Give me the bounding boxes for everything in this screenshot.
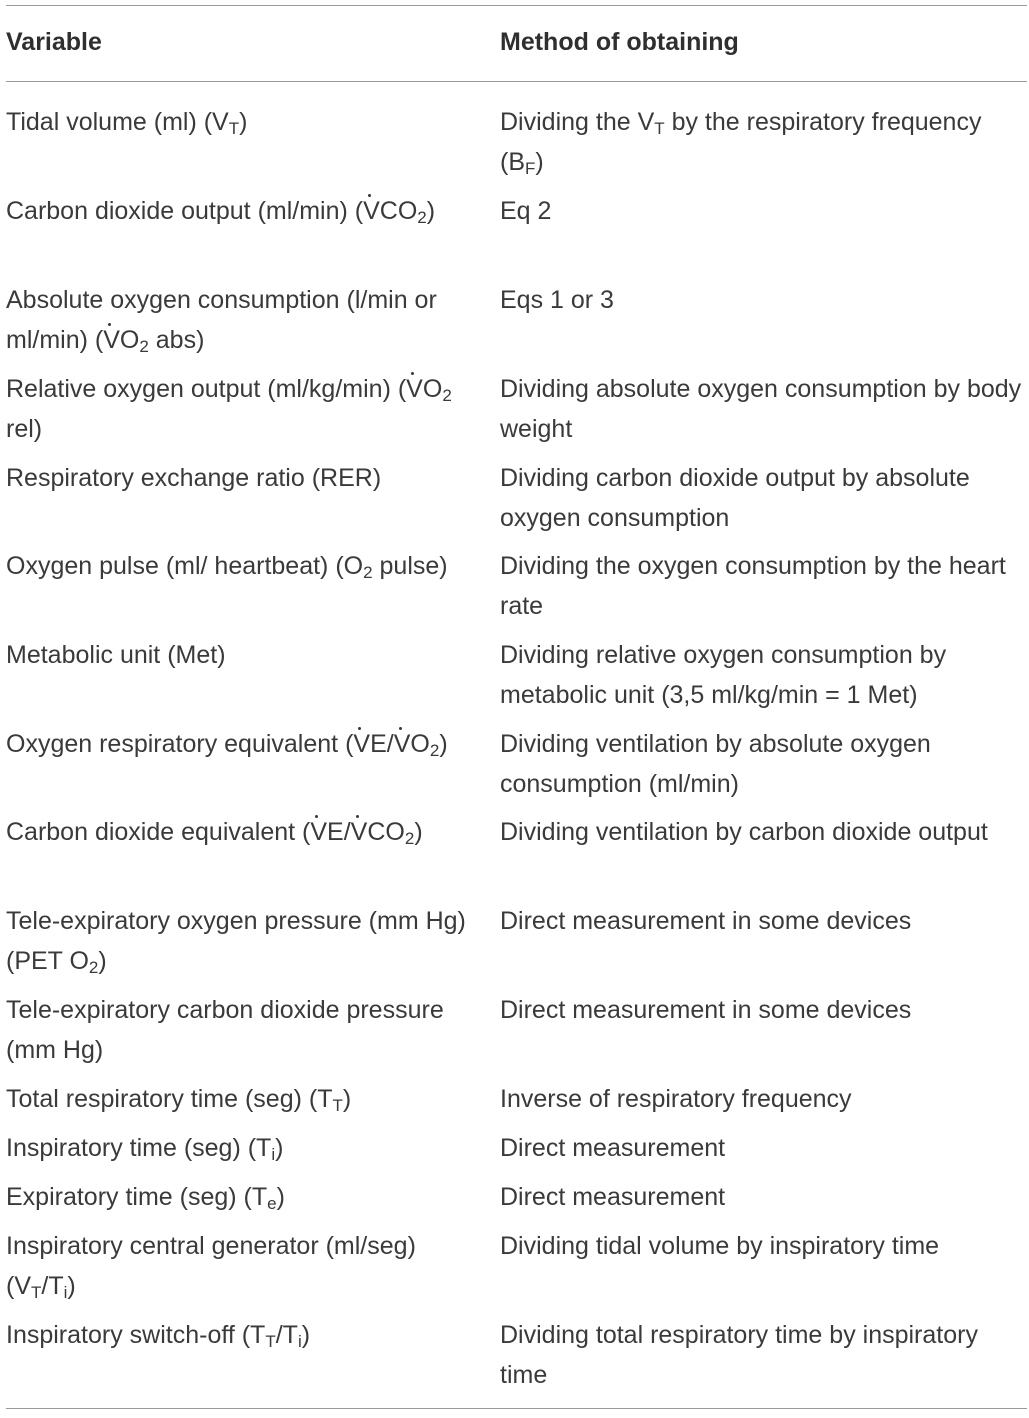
variable-cell: Inspiratory switch-off $(T_T/T_i)$ bbox=[6, 1321, 311, 1351]
variable-cell: Absolute oxygen consumption (l/min or ml/min) ($VO_2$ abs) bbox=[6, 281, 476, 360]
header-variable: Variable bbox=[6, 28, 102, 56]
variable-cell: Relative oxygen output (ml/kg/min) ($VO_2$ rel) bbox=[6, 370, 476, 449]
variable-cell: Inspiratory central generator (ml/seg) $(V_T/T_i)$ bbox=[6, 1232, 416, 1302]
method-cell: Dividing relative oxygen consumption by metabolic unit (3,5 ml/kg/min = 1 Met) bbox=[500, 641, 947, 709]
variable-cell: Total respiratory time (seg) $(T_T)$ bbox=[6, 1085, 352, 1115]
method-cell: Direct measurement in some devices bbox=[500, 996, 912, 1024]
variable-cell: Carbon dioxide output (ml/min) $(VCO_2)$ bbox=[6, 192, 476, 232]
header-rule bbox=[6, 81, 1027, 82]
variable-cell: Respiratory exchange ratio (RER) bbox=[6, 464, 382, 492]
method-cell: Dividing the $V_T$ by the respiratory frequency $(B_F)$ bbox=[500, 108, 982, 178]
method-cell: Inverse of respiratory frequency bbox=[500, 1085, 852, 1113]
method-cell: Direct measurement in some devices bbox=[500, 907, 912, 935]
variable-cell: Carbon dioxide equivalent $(VE/VCO_2)$ bbox=[6, 813, 476, 853]
method-cell: Dividing the oxygen consumption by the heart rate bbox=[500, 552, 1006, 620]
header-method: Method of obtaining bbox=[500, 28, 739, 56]
method-cell: Eq 2 bbox=[500, 197, 552, 225]
method-cell: Eqs 1 or 3 bbox=[500, 286, 614, 314]
method-cell: Dividing total respiratory time by inspiratory time bbox=[500, 1321, 978, 1389]
bottom-rule bbox=[6, 1408, 1027, 1409]
variable-cell: Tidal volume (ml) $(V_T)$ bbox=[6, 108, 248, 138]
variable-cell: Metabolic unit (Met) bbox=[6, 641, 226, 669]
variable-cell: Inspiratory time (seg) $(T_i)$ bbox=[6, 1134, 284, 1164]
method-cell: Direct measurement bbox=[500, 1134, 726, 1162]
top-rule bbox=[6, 5, 1027, 6]
method-cell: Dividing absolute oxygen consumption by body weight bbox=[500, 375, 1022, 443]
method-cell: Dividing carbon dioxide output by absolute oxygen consumption bbox=[500, 464, 970, 532]
variable-cell: Oxygen pulse (ml/ heartbeat) ($O_2$ pulse) bbox=[6, 552, 448, 582]
method-cell: Direct measurement bbox=[500, 1183, 726, 1211]
method-cell: Dividing ventilation by carbon dioxide output bbox=[500, 818, 988, 846]
variable-cell: Oxygen respiratory equivalent $(VE/VO_2)$ bbox=[6, 725, 476, 765]
method-cell: Dividing ventilation by absolute oxygen consumption (ml/min) bbox=[500, 730, 931, 798]
method-cell: Dividing tidal volume by inspiratory time bbox=[500, 1232, 940, 1260]
variable-cell: Tele-expiratory oxygen pressure (mm Hg) (PET $O_2$) bbox=[6, 907, 466, 977]
variable-cell: Expiratory time (seg) $(T_e)$ bbox=[6, 1183, 285, 1213]
variable-cell: Tele-expiratory carbon dioxide pressure (mm Hg) bbox=[6, 996, 444, 1064]
